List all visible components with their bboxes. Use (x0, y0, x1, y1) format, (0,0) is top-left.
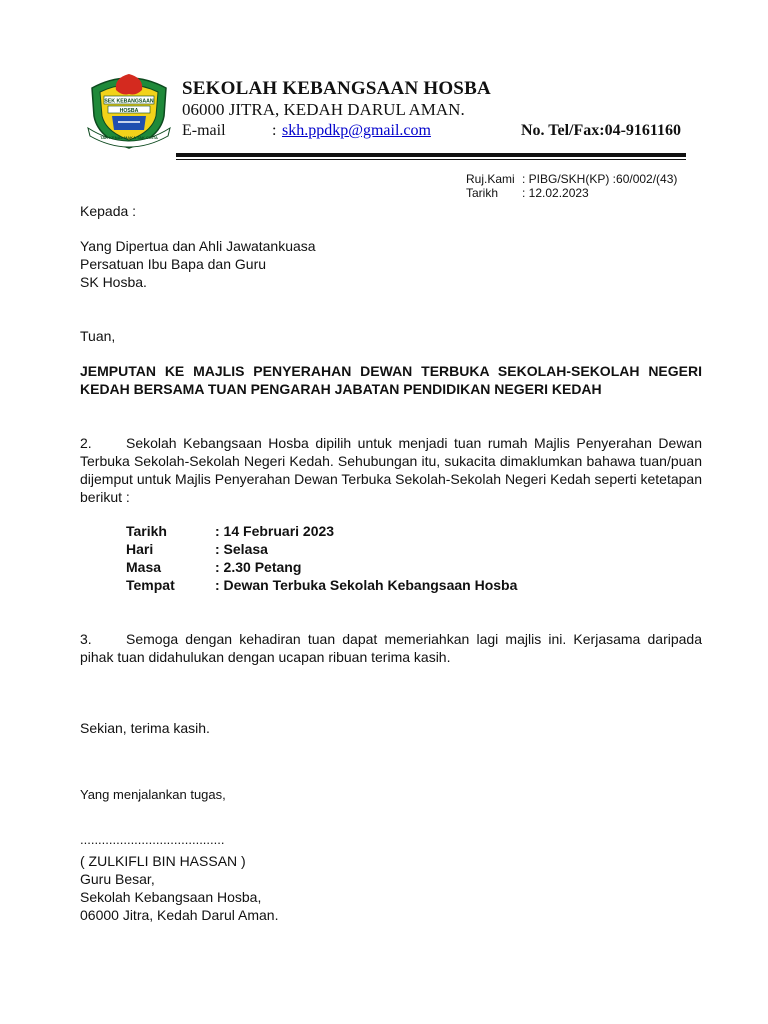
paragraph-3-number: 3. (80, 631, 92, 647)
closing: Sekian, terima kasih. (80, 720, 210, 736)
detail-label: Tarikh (126, 523, 167, 539)
sign-off: Yang menjalankan tugas, (80, 787, 226, 802)
tel-fax: No. Tel/Fax:04-9161160 (521, 122, 682, 139)
detail-value: : Selasa (215, 541, 268, 557)
ruj-value: : PIBG/SKH(KP) :60/002/(43) (522, 172, 678, 186)
crest-top-text: SEK KEBANGSAAN (104, 98, 154, 105)
school-name: SEKOLAH KEBANGSAAN HOSBA (182, 78, 491, 99)
detail-label: Tempat (126, 577, 175, 593)
detail-label: Masa (126, 559, 162, 575)
signer-organization: Sekolah Kebangsaan Hosba, (80, 889, 262, 905)
salutation: Tuan, (80, 328, 116, 344)
detail-value: : 14 Februari 2023 (215, 523, 335, 539)
tarikh-value: : 12.02.2023 (522, 186, 589, 200)
email-colon: : (272, 122, 277, 139)
paragraph-3 (80, 630, 702, 666)
ruj-label: Ruj.Kami (466, 172, 515, 186)
recipient-line: SK Hosba. (80, 274, 147, 290)
detail-value: : 2.30 Petang (215, 559, 302, 575)
school-address: 06000 JITRA, KEDAH DARUL AMAN. (182, 100, 465, 119)
paragraph-3-text: Semoga dengan kehadiran tuan dapat memeriahkan lagi majlis ini. Kerjasama daripada pihak tuan didahulukan dengan ucapan ribuan terima kasih. (80, 631, 702, 665)
signer-name: ( ZULKIFLI BIN HASSAN ) (80, 853, 246, 869)
signer-address: 06000 Jitra, Kedah Darul Aman. (80, 907, 279, 923)
kepada: Kepada : (80, 203, 137, 219)
recipient-line: Persatuan Ibu Bapa dan Guru (80, 256, 267, 272)
letterhead (0, 0, 768, 170)
reference-block (466, 172, 677, 200)
school-crest-logo (86, 66, 172, 150)
paragraph-2-text: Sekolah Kebangsaan Hosba dipilih untuk menjadi tuan rumah Majlis Penyerahan Dewan Terbuka Sekolah-Sekolah Negeri Kedah. Sehubungan itu, sukacita dimaklumkan bahawa tuan/puan dijemput untuk Majlis Penyerahan Dewan Terbuka Sekolah-Sekolah Negeri Kedah seperti ketetapan berikut : (80, 435, 702, 505)
crest-motto: TAK KENAL MAKA TAK CINTA (100, 135, 158, 140)
detail-row-tarikh (126, 522, 517, 540)
paragraph-2-number: 2. (80, 435, 92, 451)
crest-mid-text: HOSBA (119, 107, 139, 114)
email-link[interactable]: skh.ppdkp@gmail.com (282, 122, 431, 139)
subject: JEMPUTAN KE MAJLIS PENYERAHAN DEWAN TERBUKA SEKOLAH-SEKOLAH NEGERI KEDAH BERSAMA TUAN PENGARAH JABATAN PENDIDIKAN NEGERI KEDAH (80, 363, 702, 397)
email-label: E-mail (182, 122, 226, 139)
signer-title: Guru Besar, (80, 871, 155, 887)
header-rule-thin (176, 159, 686, 160)
detail-label: Hari (126, 541, 154, 557)
recipient-line: Yang Dipertua dan Ahli Jawatankuasa (80, 238, 316, 254)
signature-block (80, 852, 702, 924)
event-details (126, 522, 517, 594)
paragraph-2 (80, 434, 702, 506)
detail-row-hari (126, 540, 517, 558)
signature-dots: ........................................ (80, 832, 225, 847)
detail-row-tempat (126, 576, 517, 594)
header-rule-thick (176, 153, 686, 157)
detail-row-masa (126, 558, 517, 576)
recipient-block (80, 237, 702, 291)
detail-value: : Dewan Terbuka Sekolah Kebangsaan Hosba (215, 577, 518, 593)
tarikh-label: Tarikh (466, 186, 499, 200)
